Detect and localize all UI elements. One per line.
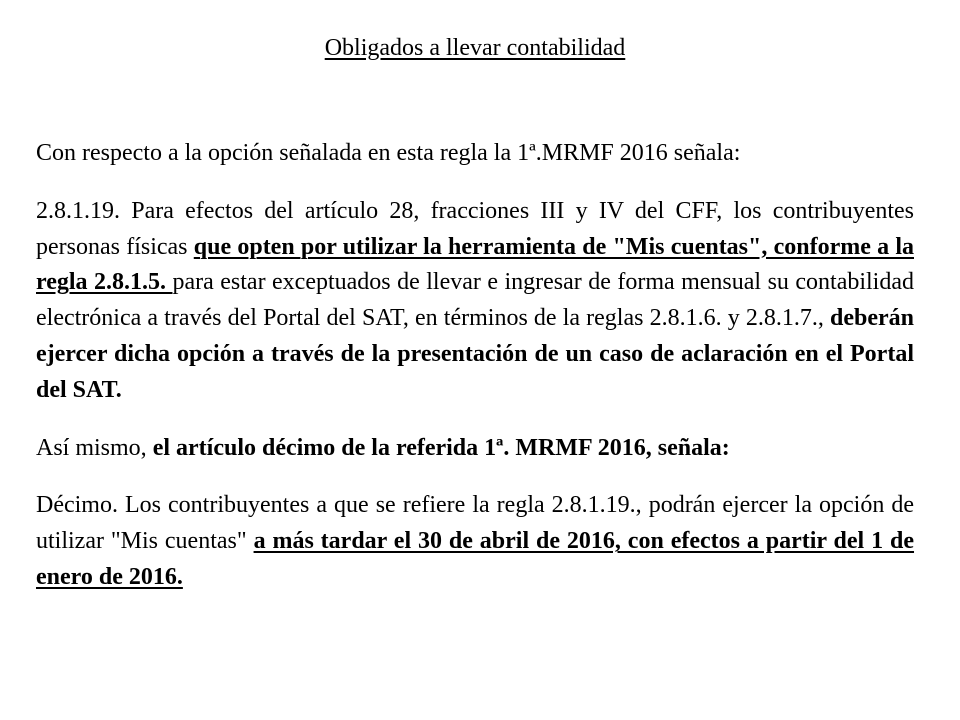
rule-emphasis-2: deberán ejercer dicha opción a través de la presentación de un caso de aclaración en el Portal del SAT. xyxy=(36,305,914,403)
rule-text-2: para estar exceptuados de llevar e ingresar de forma mensual su contabilidad electrónica a través del Portal del SAT, en términos de la reglas 2.8.1.6. y 2.8.1.7., xyxy=(36,269,914,332)
asimismo-paragraph xyxy=(36,431,914,467)
decimo-paragraph xyxy=(36,488,914,595)
rule-paragraph xyxy=(36,194,914,409)
document-page xyxy=(36,28,914,596)
asimismo-emphasis-1: el artículo décimo de la referida 1ª. MRMF 2016, señala: xyxy=(152,434,730,461)
document-title: Obligados a llevar contabilidad xyxy=(324,35,626,61)
rule-text-1: 2.8.1.19. Para efectos del artículo 28, fracciones III y IV del CFF, los contribuyentes personas físicas xyxy=(36,197,914,260)
intro-paragraph: Con respecto a la opción señalada en esta regla la 1ª.MRMF 2016 señala: xyxy=(36,140,741,166)
decimo-emphasis-1: a más tardar el 30 de abril de 2016, con efectos a partir del 1 de enero de 2016. xyxy=(36,528,915,590)
asimismo-text-1: Así mismo, xyxy=(36,434,153,461)
rule-emphasis-1: que opten por utilizar la herramienta de "Mis cuentas", conforme a la regla 2.8.1.5. xyxy=(36,233,914,296)
decimo-text-1: Décimo. Los contribuyentes a que se refiere la regla 2.8.1.19., podrán ejercer la opción de utilizar "Mis cuentas" xyxy=(36,492,914,555)
